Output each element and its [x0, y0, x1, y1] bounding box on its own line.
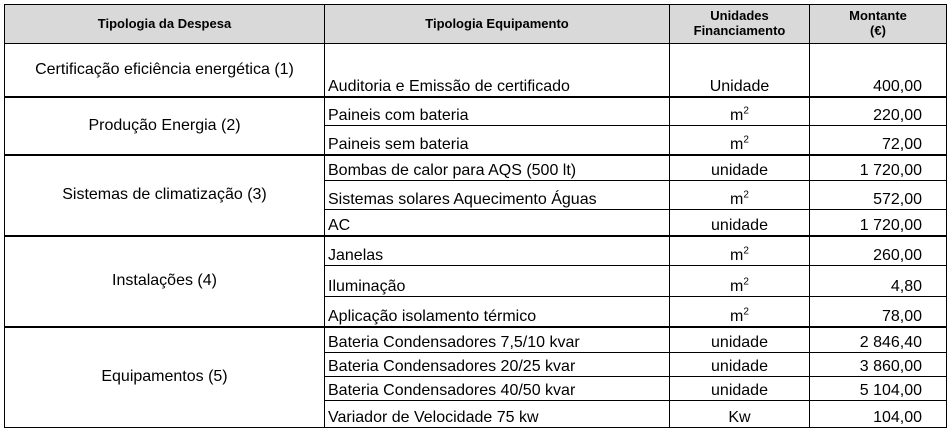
unit-exponent: 2	[743, 134, 749, 146]
amount-cell: 260,00	[810, 236, 947, 266]
expense-category: Sistemas de climatização (3)	[5, 155, 325, 236]
unit-cell	[670, 377, 810, 401]
unit-text: Kw	[728, 409, 751, 427]
header-financing-units: Unidades Financiamento	[670, 5, 810, 44]
amount-cell: 4,80	[810, 266, 947, 297]
unit-exponent: 2	[743, 306, 749, 318]
equipment-cell: Iluminação	[325, 266, 670, 297]
amount-cell: 5 104,00	[810, 377, 947, 401]
unit-cell	[670, 236, 810, 266]
unit-cell	[670, 44, 810, 97]
equipment-cell: Bateria Condensadores 20/25 kvar	[325, 353, 670, 377]
unit-text: unidade	[711, 162, 768, 180]
expense-category: Instalações (4)	[5, 236, 325, 327]
amount-cell: 104,00	[810, 401, 947, 428]
unit-text: unidade	[711, 382, 768, 400]
unit-text: m	[730, 107, 744, 125]
unit-text: m	[730, 307, 744, 325]
unit-text: m	[730, 278, 744, 296]
unit-exponent: 2	[743, 277, 749, 289]
unit-text: unidade	[711, 358, 768, 376]
expense-category: Produção Energia (2)	[5, 97, 325, 155]
header-expense-type: Tipologia da Despesa	[5, 5, 325, 44]
unit-text: unidade	[711, 334, 768, 352]
amount-cell: 400,00	[810, 44, 947, 97]
table-row	[5, 327, 947, 353]
header-amount: Montante (€)	[810, 5, 947, 44]
unit-exponent: 2	[743, 246, 749, 258]
unit-cell	[670, 126, 810, 155]
amount-cell: 220,00	[810, 97, 947, 126]
equipment-cell: Sistemas solares Aquecimento Águas	[325, 181, 670, 210]
unit-cell	[670, 353, 810, 377]
amount-cell: 3 860,00	[810, 353, 947, 377]
unit-text: unidade	[711, 216, 768, 234]
unit-text: m	[730, 191, 744, 209]
equipment-cell: Variador de Velocidade 75 kw	[325, 401, 670, 428]
unit-exponent: 2	[743, 190, 749, 202]
unit-cell	[670, 327, 810, 353]
unit-text: Unidade	[709, 77, 770, 95]
equipment-cell: Auditoria e Emissão de certificado	[325, 44, 670, 97]
expense-category: Certificação eficiência energética (1)	[5, 44, 325, 97]
amount-cell: 1 720,00	[810, 155, 947, 181]
header-equipment-type: Tipologia Equipamento	[325, 5, 670, 44]
amount-cell: 2 846,40	[810, 327, 947, 353]
equipment-cell: Aplicação isolamento térmico	[325, 297, 670, 327]
equipment-cell: Paineis com bateria	[325, 97, 670, 126]
equipment-cell: Paineis sem bateria	[325, 126, 670, 155]
table-row	[5, 155, 947, 181]
amount-cell: 1 720,00	[810, 210, 947, 236]
unit-cell	[670, 401, 810, 428]
equipment-cell: Bateria Condensadores 40/50 kvar	[325, 377, 670, 401]
unit-cell	[670, 97, 810, 126]
equipment-cell: Bombas de calor para AQS (500 lt)	[325, 155, 670, 181]
expense-category: Equipamentos (5)	[5, 327, 325, 428]
unit-cell	[670, 297, 810, 327]
amount-cell: 72,00	[810, 126, 947, 155]
equipment-cell: Janelas	[325, 236, 670, 266]
unit-text: m	[730, 247, 744, 265]
equipment-cell: AC	[325, 210, 670, 236]
unit-cell	[670, 181, 810, 210]
amount-cell: 78,00	[810, 297, 947, 327]
table-body	[5, 44, 947, 428]
amount-cell: 572,00	[810, 181, 947, 210]
expense-table	[4, 4, 947, 428]
equipment-cell: Bateria Condensadores 7,5/10 kvar	[325, 327, 670, 353]
unit-cell	[670, 210, 810, 236]
table-row	[5, 97, 947, 126]
table-row	[5, 236, 947, 266]
unit-exponent: 2	[743, 106, 749, 118]
header-row	[5, 5, 947, 44]
unit-cell	[670, 155, 810, 181]
unit-text: m	[730, 135, 744, 153]
table-row	[5, 44, 947, 97]
unit-cell	[670, 266, 810, 297]
